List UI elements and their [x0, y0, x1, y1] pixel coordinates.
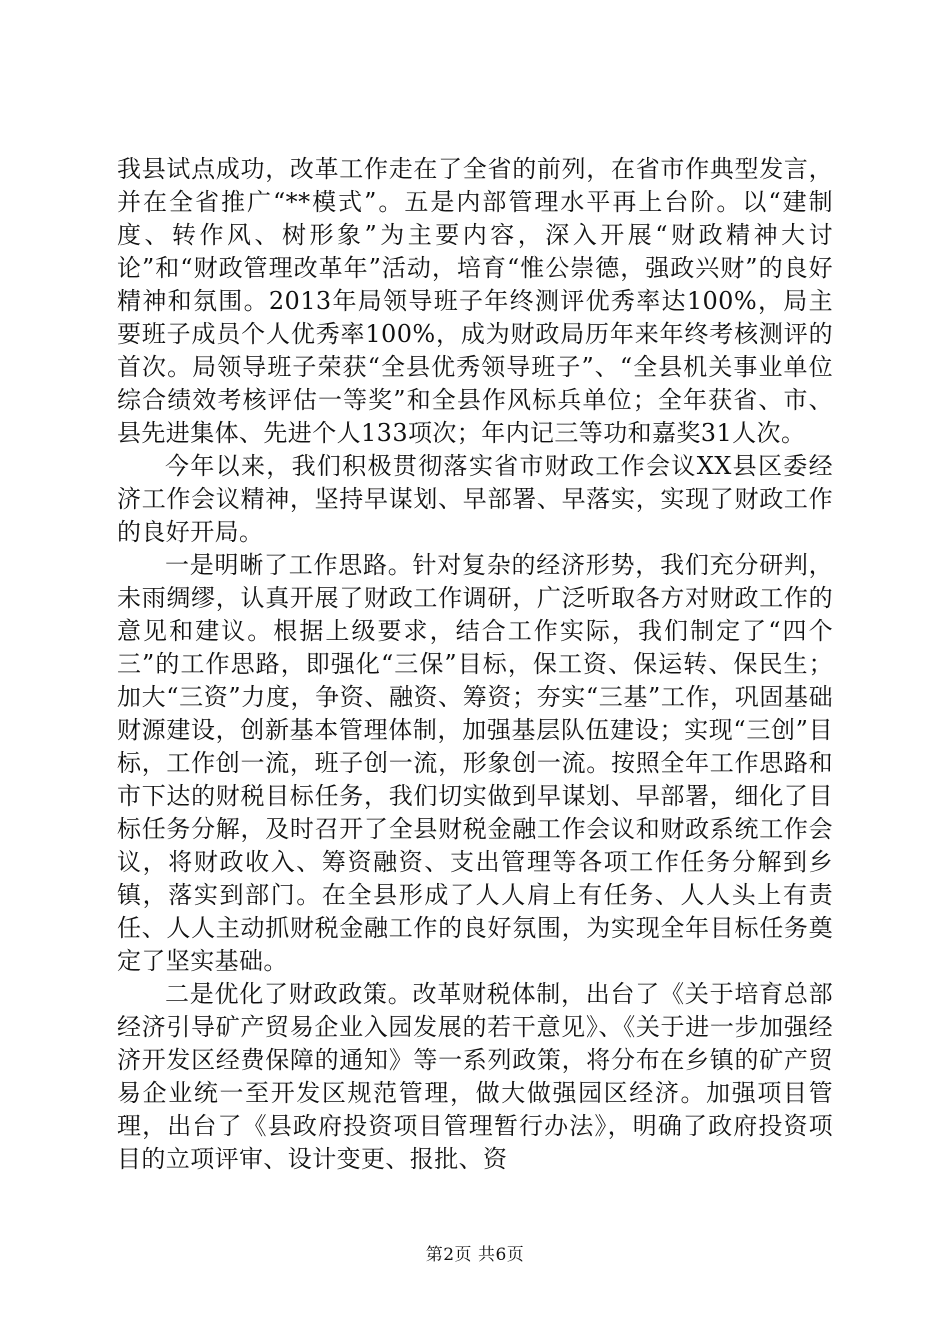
page-number-label: 第2页 共6页 [425, 1245, 525, 1265]
paragraph-1: 我县试点成功，改革工作走在了全省的前列，在省市作典型发言，并在全省推广“**模式”。五是内部管理水平再上台阶。以“建制度、转作风、树形象”为主要内容，深入开展“财政精神大讨论”和“财政管理改革年”活动，培育“惟公崇德，强政兴财”的良好精神和氛围。2013年局领导班子年终测评优秀率达100%，局主要班子成员个人优秀率100%，成为财政局历年来年终考核测评的首次。局领导班子荣获“全县优秀领导班子”、“全县机关事业单位综合绩效考核评估一等奖”和全县作风标兵单位；全年获省、市、县先进集体、先进个人133项次；年内记三等功和嘉奖31人次。 [117, 155, 833, 447]
paragraph-4: 二是优化了财政政策。改革财税体制，出台了《关于培育总部经济引导矿产贸易企业入园发展的若干意见》、《关于进一步加强经济开发区经费保障的通知》等一系列政策，将分布在乡镇的矿产贸易企业统一至开发区规范管理，做大做强园区经济。加强项目管理，出台了《县政府投资项目管理暂行办法》，明确了政府投资项目的立项评审、设计变更、报批、资 [117, 980, 833, 1173]
paragraph-2: 今年以来，我们积极贯彻落实省市财政工作会议XX县区委经济工作会议精神，坚持早谋划、早部署、早落实，实现了财政工作的良好开局。 [117, 452, 833, 546]
paragraph-3: 一是明晰了工作思路。针对复杂的经济形势，我们充分研判，未雨绸缪，认真开展了财政工作调研，广泛听取各方对财政工作的意见和建议。根据上级要求，结合工作实际，我们制定了“四个三”的工作思路，即强化“三保”目标，保工资、保运转、保民生；加大“三资”力度，争资、融资、筹资；夯实“三基”工作，巩固基础财源建设，创新基本管理体制，加强基层队伍建设；实现“三创”目标，工作创一流，班子创一流，形象创一流。按照全年工作思路和市下达的财税目标任务，我们切实做到早谋划、早部署，细化了目标任务分解，及时召开了全县财税金融工作会议和财政系统工作会议，将财政收入、筹资融资、支出管理等各项工作任务分解到乡镇，落实到部门。在全县形成了人人肩上有任务、人人头上有责任、人人主动抓财税金融工作的良好氛围，为实现全年目标任务奠定了坚实基础。 [117, 551, 833, 975]
page-footer [0, 1244, 950, 1266]
document-body [117, 153, 833, 1176]
